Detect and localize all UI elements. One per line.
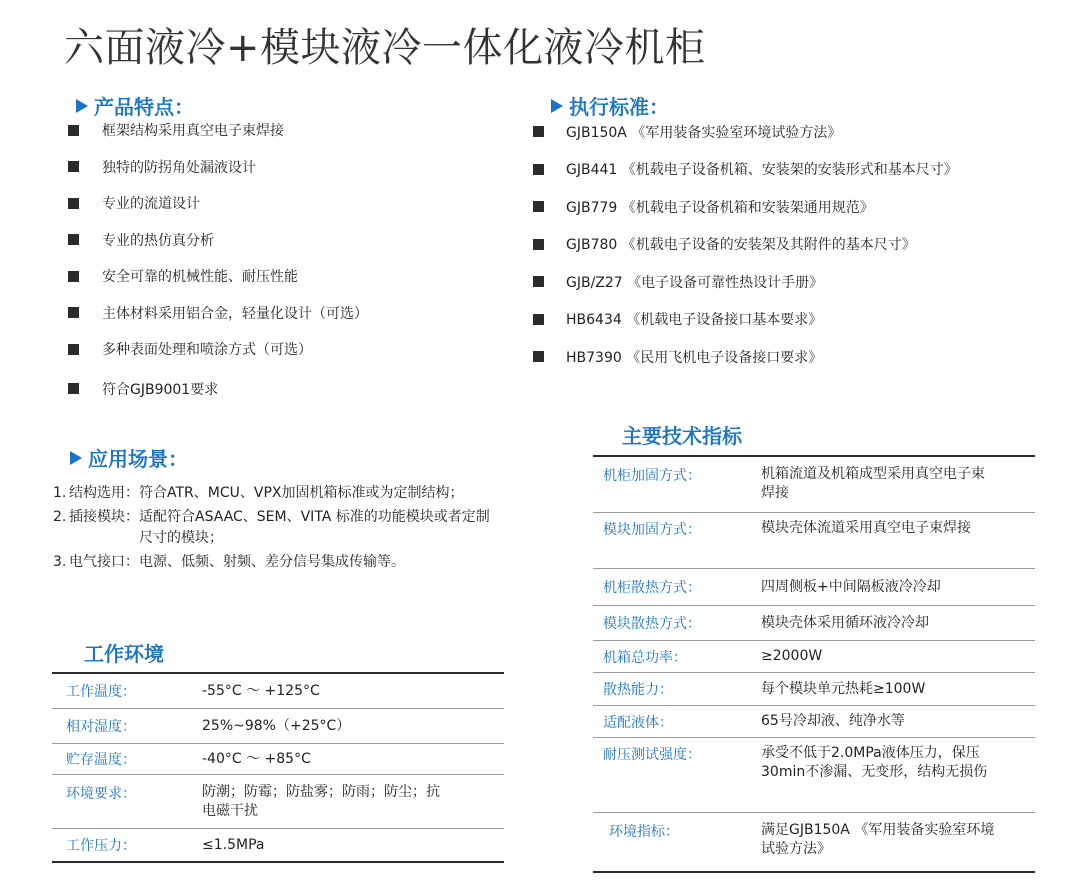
list-item — [53, 552, 503, 573]
row-key: 适配液体： — [603, 714, 673, 731]
item-number: 2. — [53, 509, 67, 525]
row-value: ≥2000W — [761, 648, 823, 664]
table-row — [593, 513, 1035, 569]
row-value: 承受不低于2.0MPa液体压力，保压30min不渗漏、无变形，结构无损伤 — [761, 745, 988, 780]
table-row — [593, 813, 1035, 871]
list-item: GJB/Z27 《电子设备可靠性热设计手册》 — [531, 263, 958, 301]
square-bullet-icon — [533, 276, 544, 287]
triangle-bullet-icon — [551, 99, 563, 113]
applications-heading — [70, 443, 188, 472]
square-bullet-icon — [68, 307, 79, 318]
row-key: 环境要求： — [66, 786, 136, 802]
specs-table — [593, 455, 1035, 873]
square-bullet-icon — [533, 239, 544, 250]
square-bullet-icon — [68, 198, 79, 209]
square-bullet-icon — [68, 234, 79, 245]
row-value: -40°C ～ +85°C — [202, 750, 311, 767]
row-key: 贮存温度： — [66, 752, 136, 768]
list-item: 符合GJB9001要求 — [66, 368, 368, 410]
row-key: 机柜加固方式： — [603, 468, 701, 484]
row-key: 工作压力： — [66, 838, 136, 854]
table-row — [52, 744, 504, 775]
square-bullet-icon — [68, 383, 79, 394]
square-bullet-icon — [533, 201, 544, 212]
item-number: 3. — [53, 554, 67, 570]
row-value: 25%~98%（+25°C） — [202, 717, 351, 734]
row-key: 工作温度： — [66, 684, 136, 700]
table-row — [52, 829, 504, 861]
table-row — [593, 641, 1035, 673]
list-item: 多种表面处理和喷涂方式（可选） — [66, 331, 368, 368]
list-item: 安全可靠的机械性能、耐压性能 — [66, 258, 368, 295]
triangle-bullet-icon — [76, 99, 88, 113]
list-item: 框架结构采用真空电子束焊接 — [66, 112, 368, 149]
square-bullet-icon — [68, 125, 79, 136]
environment-heading: 工作环境 — [84, 642, 164, 666]
row-key: 耐压测试强度： — [603, 747, 701, 763]
row-value: 每个模块单元热耗≥100W — [761, 680, 926, 697]
row-value: 四周侧板+中间隔板液冷冷却 — [761, 578, 941, 595]
list-item: HB7390 《民用飞机电子设备接口要求》 — [531, 338, 958, 376]
standards-heading-label: 执行标准： — [569, 95, 669, 119]
standards-list — [531, 113, 958, 376]
table-row — [593, 606, 1035, 641]
item-text: 符合ATR、MCU、VPX加固机箱标准或为定制结构； — [139, 485, 464, 501]
row-value: 防潮；防霉；防盐雾；防雨；防尘；抗电磁干扰 — [202, 784, 440, 819]
table-row — [593, 738, 1035, 813]
item-text: 电源、低频、射频、差分信号集成传输等。 — [139, 554, 405, 570]
table-row — [52, 674, 504, 709]
square-bullet-icon — [533, 126, 544, 137]
square-bullet-icon — [533, 164, 544, 175]
item-label: 电气接口： — [69, 554, 139, 570]
row-value: ≤1.5MPa — [202, 836, 265, 853]
row-key: 机柜散热方式： — [603, 580, 701, 596]
row-key: 环境指标： — [609, 824, 679, 840]
list-item — [53, 483, 503, 504]
features-heading-label: 产品特点： — [94, 95, 194, 119]
table-row — [52, 775, 504, 829]
page-title: 六面液冷+模块液冷一体化液冷机柜 — [64, 25, 706, 71]
list-item: GJB780 《机载电子设备的安装架及其附件的基本尺寸》 — [531, 226, 958, 264]
row-value: 模块壳体流道采用真空电子束焊接 — [761, 520, 971, 536]
table-row — [593, 673, 1035, 706]
triangle-bullet-icon — [70, 451, 82, 465]
list-item: 独特的防拐角处漏液设计 — [66, 149, 368, 186]
item-number: 1. — [53, 485, 67, 501]
row-key: 模块散热方式： — [603, 616, 701, 632]
row-key: 模块加固方式： — [603, 522, 701, 538]
list-item: GJB150A 《军用装备实验室环境试验方法》 — [531, 113, 958, 151]
list-item: 专业的热仿真分析 — [66, 222, 368, 259]
environment-table — [52, 672, 504, 863]
item-text: 适配符合ASAAC、SEM、VITA 标准的功能模块或者定制尺寸的模块； — [139, 509, 490, 546]
table-row — [593, 457, 1035, 513]
specs-heading: 主要技术指标 — [622, 424, 742, 448]
list-item — [53, 507, 503, 549]
list-item: GJB441 《机载电子设备机箱、安装架的安装形式和基本尺寸》 — [531, 151, 958, 189]
table-row — [593, 706, 1035, 738]
square-bullet-icon — [68, 344, 79, 355]
row-key: 相对湿度： — [66, 719, 136, 735]
row-value: 满足GJB150A 《军用装备实验室环境试验方法》 — [761, 822, 995, 857]
row-key: 机箱总功率： — [603, 649, 687, 666]
item-label: 结构选用： — [69, 485, 139, 501]
applications-list — [53, 483, 503, 576]
row-key: 散热能力： — [603, 682, 673, 698]
row-value: 模块壳体采用循环液冷冷却 — [761, 614, 929, 631]
list-item: 专业的流道设计 — [66, 185, 368, 222]
row-value: 机箱流道及机箱成型采用真空电子束焊接 — [761, 466, 985, 501]
table-row — [52, 709, 504, 744]
features-list — [66, 112, 368, 410]
table-row — [593, 569, 1035, 606]
row-value: -55°C ～ +125°C — [202, 682, 320, 699]
item-label: 插接模块： — [69, 509, 139, 525]
square-bullet-icon — [68, 161, 79, 172]
list-item: 主体材料采用铝合金，轻量化设计（可选） — [66, 295, 368, 332]
row-value: 65号冷却液、纯净水等 — [761, 713, 905, 729]
applications-heading-label: 应用场景： — [88, 447, 188, 471]
square-bullet-icon — [533, 351, 544, 362]
list-item: GJB779 《机载电子设备机箱和安装架通用规范》 — [531, 188, 958, 226]
square-bullet-icon — [533, 314, 544, 325]
list-item: HB6434 《机载电子设备接口基本要求》 — [531, 301, 958, 339]
square-bullet-icon — [68, 271, 79, 282]
